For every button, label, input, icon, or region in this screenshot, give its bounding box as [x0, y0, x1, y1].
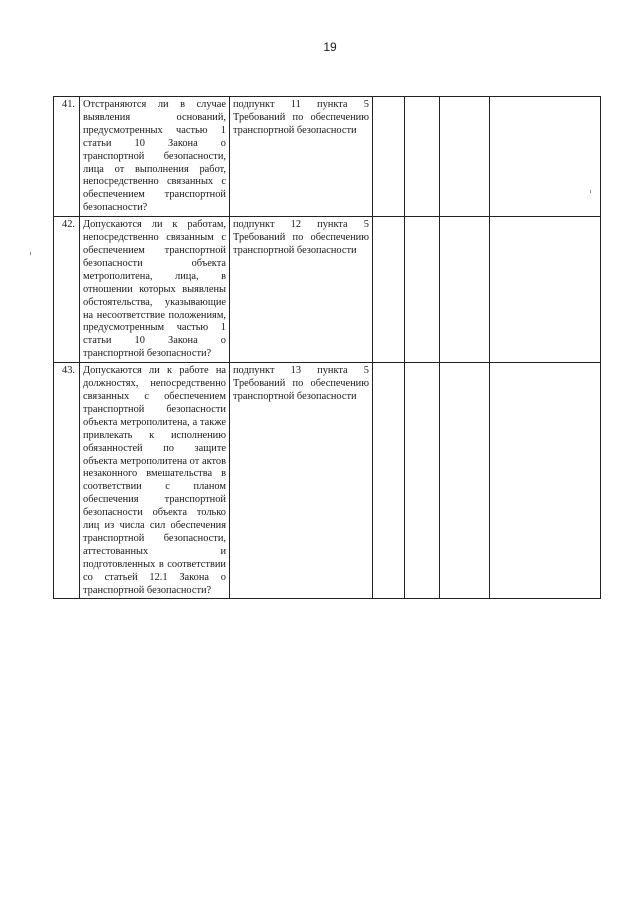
answer-yes-cell	[373, 363, 405, 599]
answer-no-cell	[405, 97, 440, 217]
row-number: 43.	[54, 363, 80, 599]
answer-na-cell	[440, 97, 490, 217]
table-row	[54, 97, 601, 217]
answer-na-cell	[440, 217, 490, 363]
row-number: 42.	[54, 217, 80, 363]
reference-cell: подпункт 13 пункта 5 Требований по обеспечению транспортной безопасности	[230, 363, 373, 599]
answer-na-cell	[440, 363, 490, 599]
note-cell	[490, 217, 601, 363]
table-row	[54, 217, 601, 363]
answer-yes-cell	[373, 217, 405, 363]
note-cell	[490, 363, 601, 599]
page-number: 19	[323, 40, 337, 54]
table-row	[54, 363, 601, 599]
answer-no-cell	[405, 363, 440, 599]
answer-no-cell	[405, 217, 440, 363]
reference-cell: подпункт 12 пункта 5 Требований по обеспечению транспортной безопасности	[230, 217, 373, 363]
reference-cell: подпункт 11 пункта 5 Требований по обеспечению транспортной безопасности	[230, 97, 373, 217]
requirements-table	[53, 96, 601, 599]
answer-yes-cell	[373, 97, 405, 217]
question-cell: Допускаются ли к работе на должностях, непосредственно связанных с обеспечением транспортной безопасности объекта метрополитена, а также привлекать к исполнению обязанностей по защите объекта метрополитена от актов незаконного вмешательства в соответствии с планом обеспечения транспортной безопасности объекта только лиц из числа сил обеспечения транспортной безопасности, аттестованных и подготовленных в соответствии со статьей 12.1 Закона о транспортной безопасности?	[80, 363, 230, 599]
margin-mark	[30, 252, 31, 255]
note-cell	[490, 97, 601, 217]
question-cell: Допускаются ли к работам, непосредственно связанным с обеспечением транспортной безопасности объекта метрополитена, лица, в отношении которых выявлены обстоятельства, указывающие на несоответствие положениям, предусмотренным частью 1 статьи 10 Закона о транспортной безопасности?	[80, 217, 230, 363]
question-cell: Отстраняются ли в случае выявления оснований, предусмотренных частью 1 статьи 10 Закона о транспортной безопасности, лица от выполнения работ, непосредственно связанных с обеспечением транспортной безопасности?	[80, 97, 230, 217]
row-number: 41.	[54, 97, 80, 217]
